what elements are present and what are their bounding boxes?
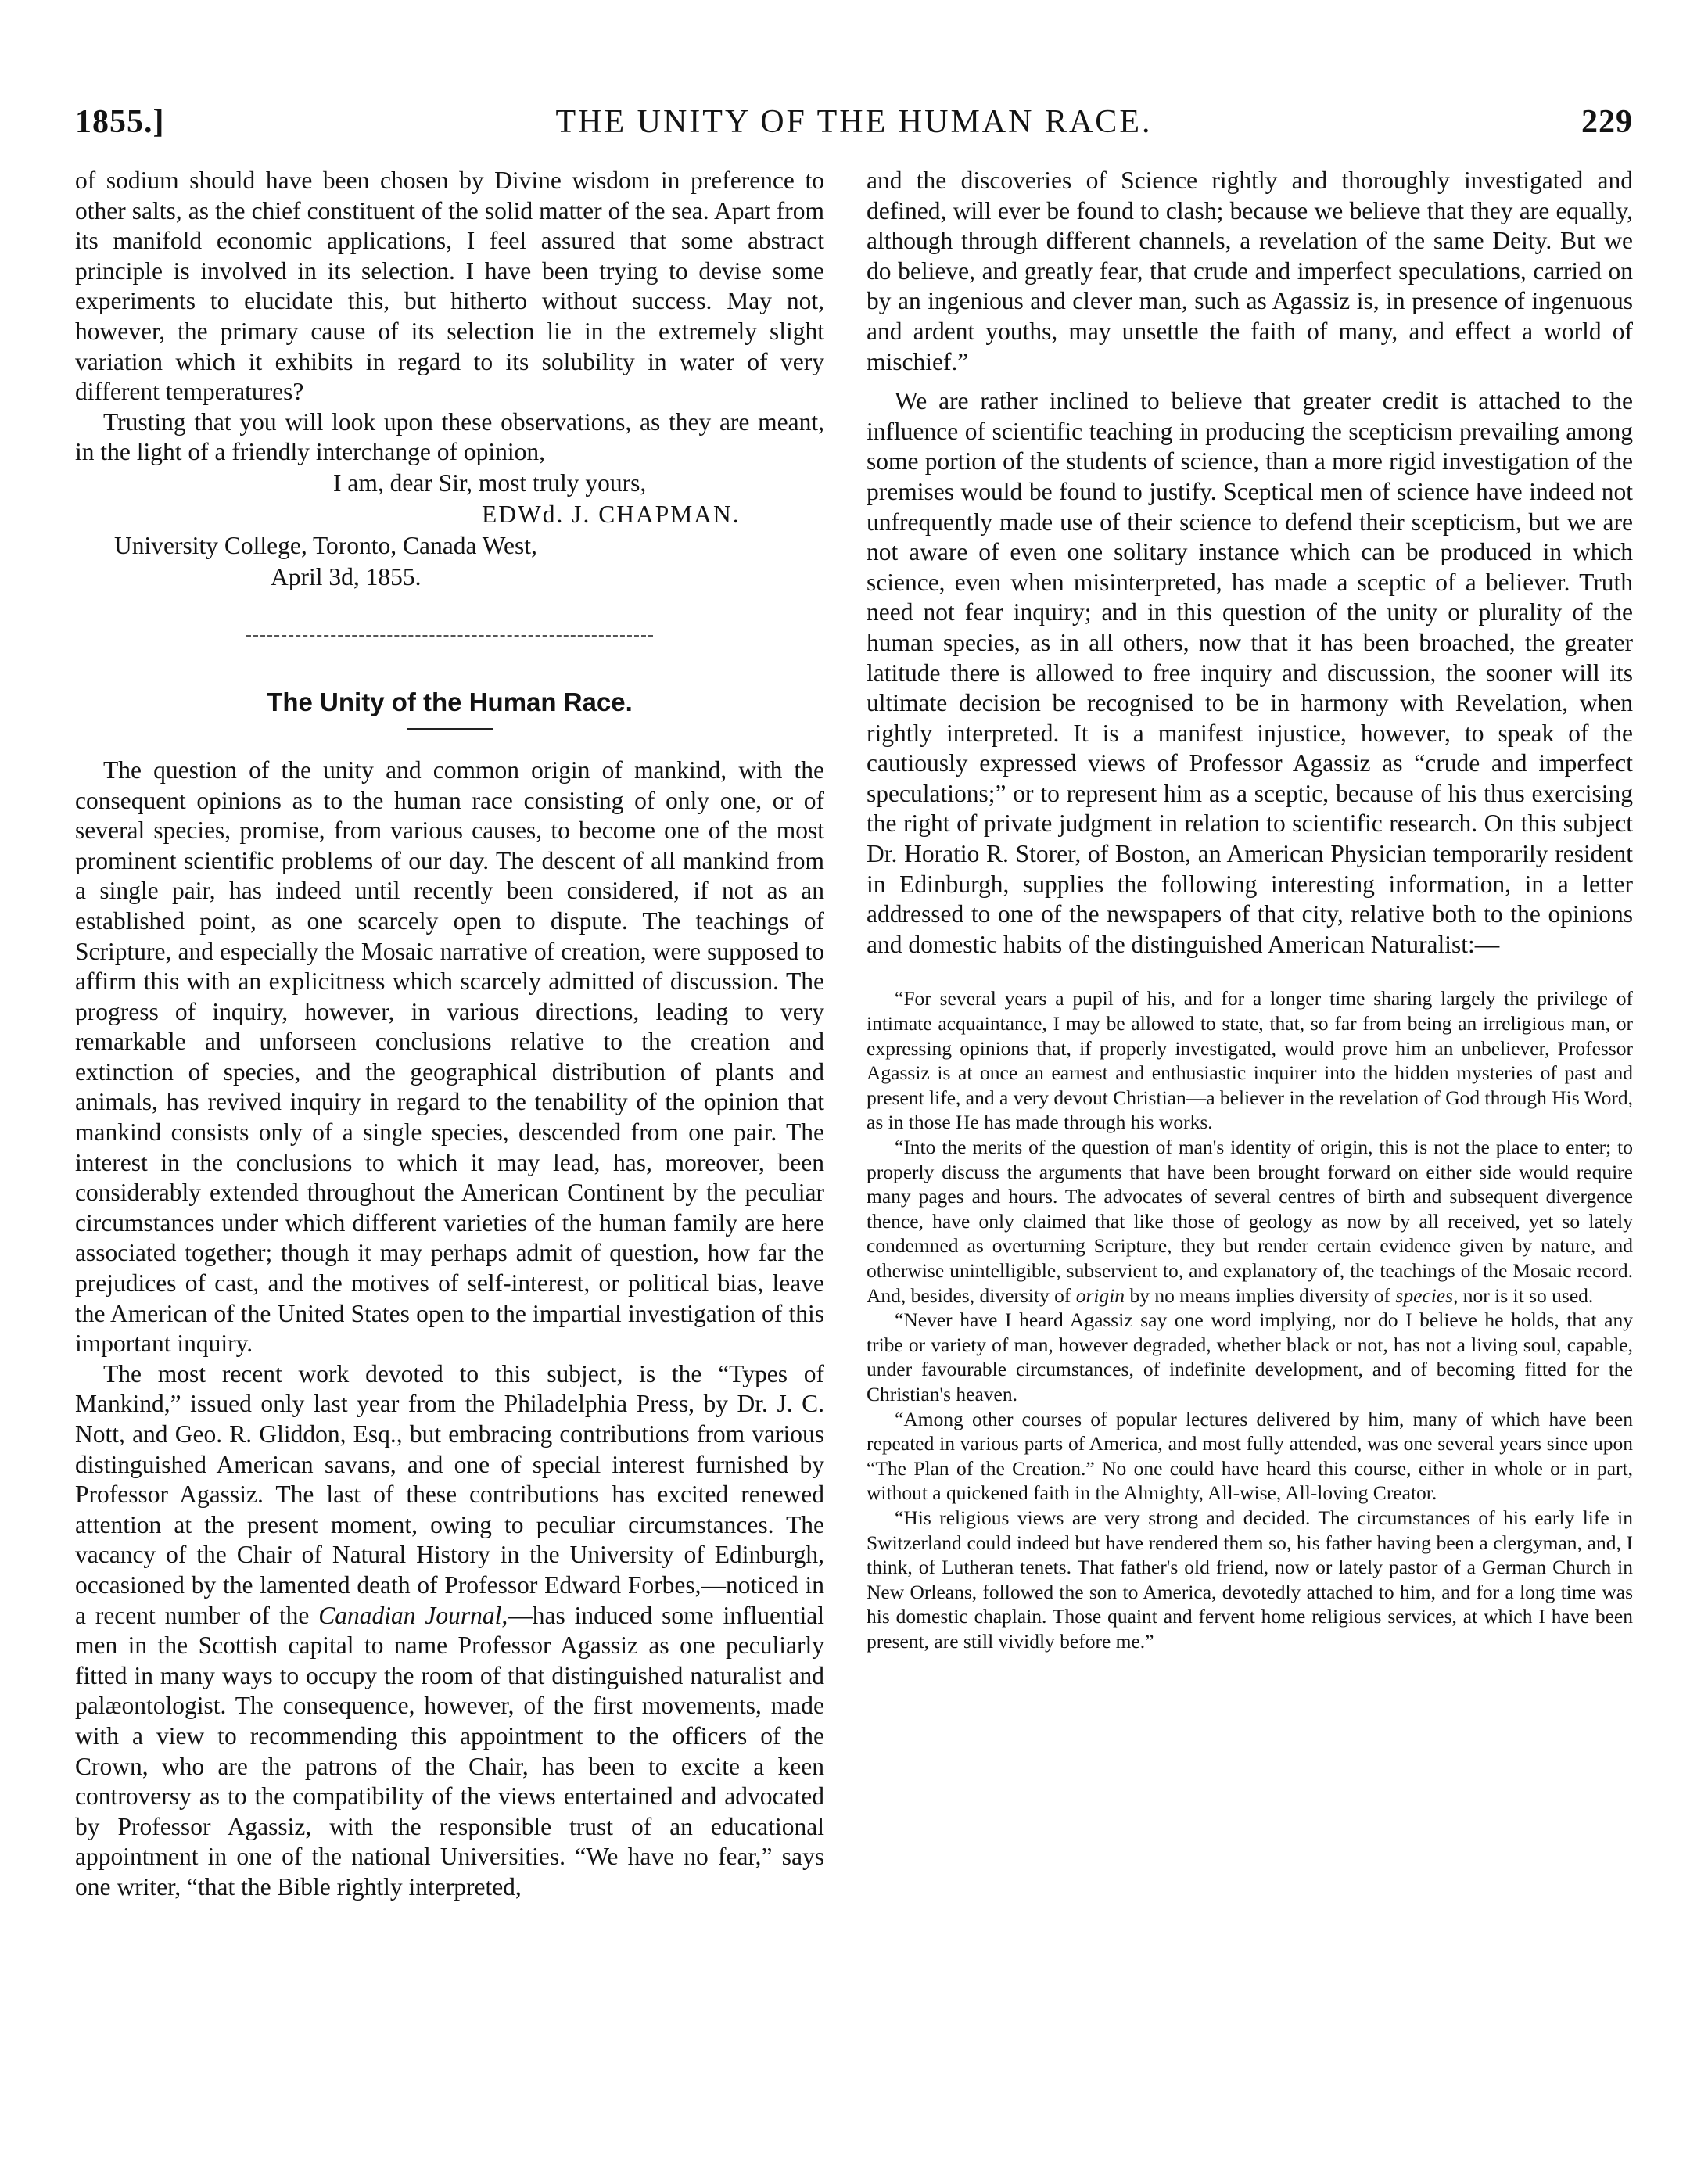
quote-species: species,	[1395, 1283, 1459, 1307]
spacer	[867, 377, 1633, 386]
letter-closing: I am, dear Sir, most truly yours,	[333, 468, 647, 497]
running-header	[75, 103, 1633, 150]
article-paragraph-2-part-2: —has induced some influential men in the Scottish capital to name Professor Agassiz as one peculiarly fitted in many ways to occupy the room of that distinguished naturalist and palæontologist. The consequence, however, of the first movements, made with a view to recommending this appointment to the officers of the Crown, who are the patrons of the Chair, has been to excite a keen controversy as to the compatibility of the views entertained and advocated by Professor Agassiz, with the responsible trust of an educational appointment in one of the national Universities. “We have no fear,” says one writer, “that the Bible rightly interpreted,	[75, 1601, 824, 1901]
letter-paragraph-2: Trusting that you will look upon these observations, as they are meant, in the light of a friendly interchange of opinion,	[75, 407, 824, 466]
left-column	[75, 166, 824, 1903]
article-paragraph-4: We are rather inclined to believe that greater credit is attached to the influence of scientific teaching in producing the scepticism prevailing among some portion of the students of science, than a more rigid investigation of the premises would be found to justify. Sceptical men of science have indeed not unfrequently made use of their science to defend their scepticism, but we are not aware of even one solitary instance which can be produced in which science, even when misinterpreted, has made a sceptic of a believer. Truth need not fear inquiry; and in this question of the unity or plurality of the human species, as in all others, now that it has been broached, the greater latitude there is allowed to free inquiry and discussion, the sooner will its ultimate decision be recognised to be in harmony with Revelation, when rightly interpreted. It is a manifest injustice, however, to speak of the cautiously expressed views of Professor Agassiz as “crude and imperfect speculations;” or to represent him as a sceptic, because of his thus exercising the right of private judgment in relation to scientific research. On this subject Dr. Horatio R. Storer, of Boston, an American Physician temporarily resident in Edinburgh, supplies the following interesting information, in a letter addressed to one of the newspapers of that city, relative both to the opinions and domestic habits of the distinguished American Naturalist:—	[867, 387, 1633, 958]
quote-paragraph-2-part-2: by no means implies diversity of	[1129, 1283, 1391, 1307]
running-title: THE UNITY OF THE HUMAN RACE.	[555, 104, 1153, 140]
quote-paragraph-2	[867, 1135, 1633, 1308]
quote-paragraph-3: “Never have I heard Agassiz say one word implying, nor do I believe he holds, that any tribe or variety of man, however degraded, whether black or not, has not a living soul, capable, under favourable circumstances, of indefinite development, and of becoming fitted for the Christian's heaven.	[867, 1308, 1633, 1405]
title-rule	[407, 728, 493, 730]
article-paragraph-1: The question of the unity and common origin of mankind, with the consequent opinions as to the human race consisting of only one, or of several species, promise, from various causes, to become one of the most prominent scientific problems of our day. The descent of all mankind from a single pair, has indeed until recently been considered, if not as an established point, as one scarcely open to dispute. The teachings of Scripture, and especially the Mosaic narrative of creation, were supposed to affirm this with an explicitness which scarcely admitted of discussion. The progress of inquiry, however, in various directions, leading to very remarkable and unforseen conclusions relative to the creation and extinction of species, and the geographical distribution of plants and animals, has revived inquiry in regard to the tenability of the opinion that mankind consists only of a single species, descended from one pair. The interest in the conclusions to which it may lead, has, moreover, been considerably extended throughout the American Continent by the peculiar circumstances under which different varieties of the human family are here associated together; though it may perhaps admit of question, how far the prejudices of cast, and the motives of self-interest, or political bias, leave the American of the United States open to the impartial investigation of this important inquiry.	[75, 756, 824, 1358]
article-paragraph-2	[75, 1359, 824, 1903]
header-year: 1855.]	[75, 104, 165, 140]
quote-origin: origin	[1075, 1283, 1125, 1307]
spacer	[867, 960, 1633, 986]
quote-paragraph-1: “For several years a pupil of his, and for a longer time sharing largely the privilege of intimate acquaintance, I may be allowed to state, that, so far from being an irreligious man, or expressing opinions that, if properly investigated, would prove him an unbeliever, Professor Agassiz is at once an earnest and enthusiastic inquirer into the hidden mysteries of past and present life, and a very devout Christian—a believer in the revelation of God through His Word, as in those He has made through his works.	[867, 987, 1633, 1134]
page-number: 229	[1581, 104, 1633, 140]
quote-paragraph-4: “Among other courses of popular lectures delivered by him, many of which have been repeated in various parts of America, and most fully attended, was one several years since upon “The Plan of the Creation.” No one could have heard this course, either in whole or in part, without a quickened faith in the Almighty, All-wise, All-loving Creator.	[867, 1407, 1633, 1505]
article-title: The Unity of the Human Race.	[267, 687, 633, 716]
letter-signature: EDWd. J. CHAPMAN.	[482, 500, 741, 528]
article-paragraph-3: and the discoveries of Science rightly and thoroughly investigated and defined, will ever be found to clash; because we believe that they are equally, although through different channels, a revelation of the same Deity. But we do believe, and greatly fear, that crude and imperfect speculations, carried on by an ingenious and clever man, such as Agassiz is, in presence of ingenuous and ardent youths, may unsettle the faith of many, and effect a world of mischief.”	[867, 167, 1633, 375]
letter-place: University College, Toronto, Canada West,	[114, 531, 537, 559]
quote-paragraph-5: “His religious views are very strong and decided. The circumstances of his early life in Switzerland could indeed but have rendered them so, his father having been a clergyman, and, I think, of Lutheran tenets. That father's old friend, now or lately pastor of a German Church in New Orleans, followed the son to America, devotedly attached to him, and for a long time was his domestic chaplain. Those quaint and fervent home religious services, at which I have been present, are still vividly before me.”	[867, 1506, 1633, 1653]
letter-paragraph-1: of sodium should have been chosen by Divine wisdom in preference to other salts, as the chief constituent of the solid matter of the sea. Apart from its manifold economic applications, I feel assured that some abstract principle is involved in its selection. I have been trying to devise some experiments to elucidate this, but hitherto without success. May not, however, the primary cause of its selection lie in the extremely slight variation which it exhibits in regard to its solubility in water of very different temperatures?	[75, 167, 824, 406]
letter-signature-block	[75, 468, 824, 593]
article-paragraph-2-part-1: The most recent work devoted to this subject, is the “Types of Mankind,” issued only last year from the Philadelphia Press, by Dr. J. C. Nott, and Geo. R. Gliddon, Esq., but embracing contributions from various distinguished American savans, and one of special interest furnished by Professor Agassiz. The last of these contributions has excited renewed attention at the present moment, owing to peculiar circumstances. The vacancy of the Chair of Natural History in the University of Edinburgh, occasioned by the lamented death of Professor Edward Forbes,—noticed in a recent number of the	[75, 1359, 824, 1629]
letter-date: April 3d, 1855.	[271, 562, 422, 590]
quote-paragraph-2-part-3: nor is it so used.	[1462, 1283, 1594, 1307]
quote-paragraph-2-part-1: “Into the merits of the question of man's identity of origin, this is not the place to enter; to properly discuss the arguments that have been brought forward on either side would require many pages and hours. The advocates of several centres of birth and subsequent divergence thence, have only claimed that like those of geology as now by all received, yet so lately condemned as overturning Scripture, they but render certain evidence given by nature, and otherwise unintelligible, subservient to, and explanatory of, the teachings of the Mosaic record. And, besides, diversity of	[867, 1136, 1633, 1307]
section-separator	[246, 635, 653, 637]
right-column	[867, 166, 1633, 1653]
journal-title: Canadian Journal,	[318, 1601, 508, 1629]
